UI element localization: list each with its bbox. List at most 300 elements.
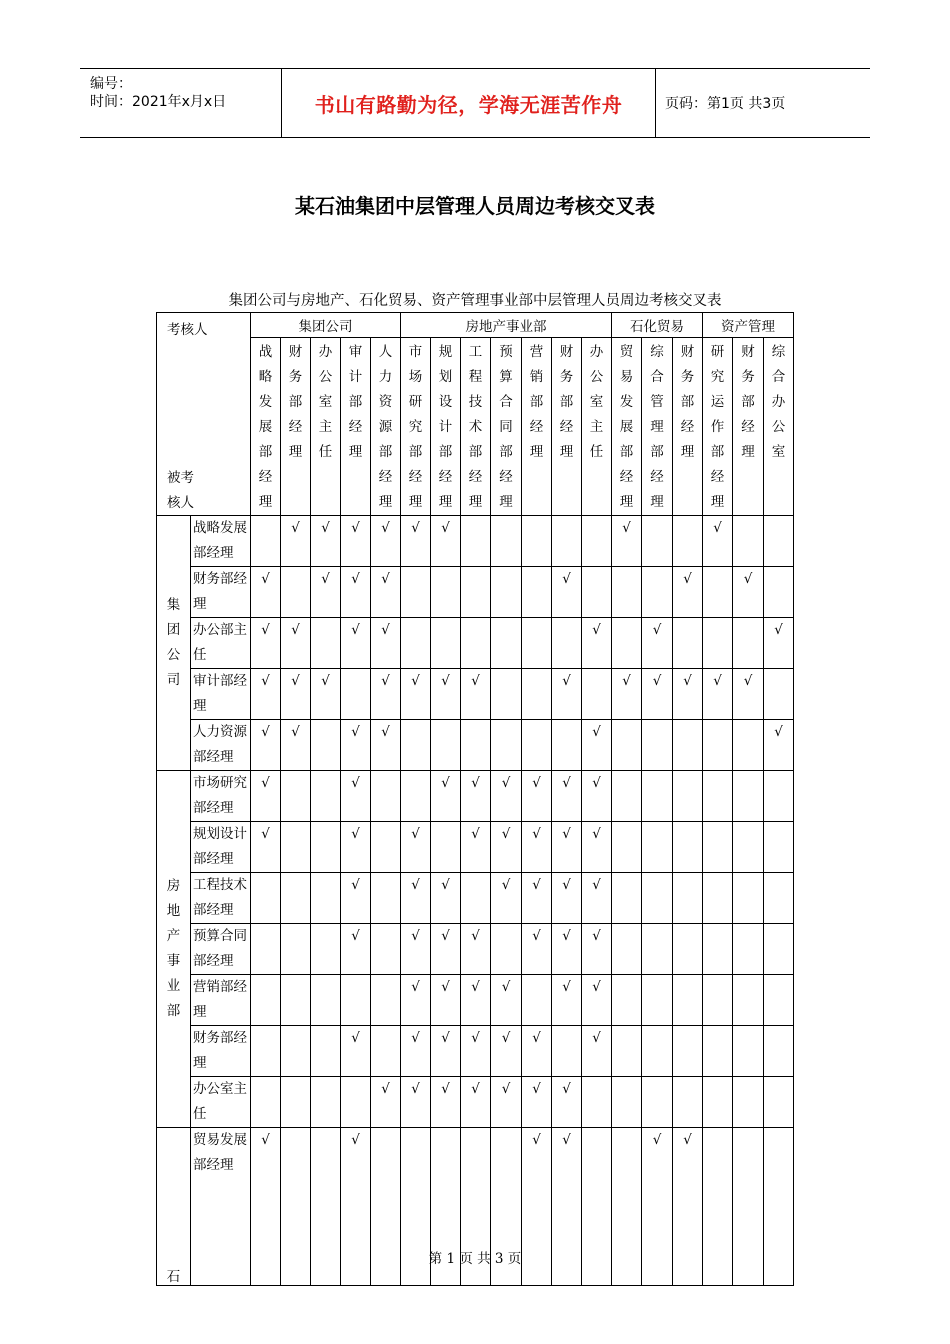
check-mark: √ — [743, 571, 753, 587]
column-header-char: 务 — [559, 369, 574, 385]
column-header — [612, 338, 642, 516]
check-mark: √ — [261, 724, 270, 740]
column-header-char: 研 — [710, 344, 725, 360]
column-header — [251, 338, 281, 516]
check-cell — [431, 873, 461, 924]
check-cell — [522, 1077, 552, 1128]
check-mark: √ — [351, 1132, 360, 1148]
row-label-line: 部经理 — [193, 800, 234, 816]
table-row — [157, 516, 794, 567]
check-cell — [401, 669, 431, 720]
table-row — [157, 720, 794, 771]
check-cell — [733, 567, 764, 618]
check-cell — [311, 618, 341, 669]
check-cell — [251, 822, 281, 873]
check-cell — [703, 567, 733, 618]
check-cell — [733, 720, 764, 771]
column-header — [281, 338, 311, 516]
check-cell — [461, 873, 491, 924]
column-header — [733, 338, 764, 516]
check-cell — [612, 924, 642, 975]
check-mark: √ — [261, 673, 270, 689]
row-label — [191, 1026, 251, 1077]
check-cell — [642, 975, 673, 1026]
check-mark: √ — [471, 979, 480, 995]
column-header-char: 源 — [378, 419, 393, 435]
check-cell — [401, 975, 431, 1026]
check-cell — [371, 567, 401, 618]
check-cell — [371, 669, 401, 720]
row-label-line: 部经理 — [193, 545, 234, 561]
check-cell — [401, 822, 431, 873]
check-mark: √ — [562, 571, 571, 587]
column-header-char: 经 — [468, 469, 483, 485]
row-group-char: 产 — [166, 928, 181, 944]
check-cell — [703, 873, 733, 924]
column-header — [311, 338, 341, 516]
check-cell — [552, 618, 582, 669]
column-header-char: 部 — [559, 394, 574, 410]
check-cell — [642, 669, 673, 720]
check-cell — [431, 822, 461, 873]
header-meta — [80, 69, 280, 137]
row-label — [191, 720, 251, 771]
check-mark: √ — [562, 979, 571, 995]
check-cell — [401, 924, 431, 975]
check-cell — [612, 1077, 642, 1128]
check-mark: √ — [592, 979, 601, 995]
check-cell — [341, 618, 371, 669]
check-cell — [733, 669, 764, 720]
check-cell — [642, 516, 673, 567]
column-header-char: 经 — [348, 419, 363, 435]
column-header-char: 经 — [499, 469, 513, 485]
check-mark: √ — [291, 673, 300, 689]
column-group-header: 集团公司 — [251, 313, 401, 338]
check-cell — [733, 873, 764, 924]
check-mark: √ — [532, 877, 541, 893]
check-cell — [582, 1077, 612, 1128]
check-mark: √ — [683, 571, 692, 587]
check-cell — [522, 720, 552, 771]
check-mark: √ — [381, 622, 390, 638]
row-label-line: 理 — [193, 1055, 207, 1071]
check-mark: √ — [592, 1030, 601, 1046]
check-cell — [281, 669, 311, 720]
check-mark: √ — [261, 775, 270, 791]
column-header-char: 理 — [258, 494, 273, 510]
check-cell — [341, 567, 371, 618]
column-header-char: 经 — [619, 469, 634, 485]
check-cell — [281, 873, 311, 924]
check-mark: √ — [652, 673, 662, 689]
check-cell — [552, 1077, 582, 1128]
column-header-char: 部 — [499, 444, 513, 460]
check-cell — [431, 1077, 461, 1128]
check-cell — [401, 516, 431, 567]
check-cell — [642, 1077, 673, 1128]
check-mark: √ — [562, 1132, 571, 1148]
row-label — [191, 822, 251, 873]
check-cell — [311, 669, 341, 720]
column-header-char: 办 — [771, 394, 786, 410]
column-header — [461, 338, 491, 516]
column-header — [703, 338, 733, 516]
row-label-line: 人力资源 — [193, 724, 247, 740]
row-label-line: 部经理 — [193, 1157, 234, 1173]
check-cell — [341, 822, 371, 873]
check-cell — [281, 1026, 311, 1077]
check-mark: √ — [291, 622, 300, 638]
check-mark: √ — [713, 520, 722, 536]
column-header-char: 部 — [288, 394, 303, 410]
check-mark: √ — [351, 928, 360, 944]
check-cell — [733, 618, 764, 669]
column-header-char: 公 — [771, 419, 786, 435]
column-header — [401, 338, 431, 516]
check-cell — [522, 567, 552, 618]
column-header-char: 务 — [680, 369, 695, 385]
column-header-char: 力 — [378, 369, 393, 385]
check-cell — [431, 924, 461, 975]
check-mark: √ — [471, 1081, 480, 1097]
row-group-label — [157, 516, 191, 771]
column-header-char: 理 — [378, 494, 393, 510]
column-header-char: 部 — [619, 444, 634, 460]
header-row-columns — [157, 338, 794, 516]
check-cell — [642, 771, 673, 822]
check-cell — [341, 669, 371, 720]
check-cell — [612, 669, 642, 720]
check-cell — [461, 618, 491, 669]
check-cell — [461, 1077, 491, 1128]
check-cell — [764, 567, 794, 618]
check-cell — [612, 771, 642, 822]
check-cell — [401, 567, 431, 618]
check-cell — [612, 720, 642, 771]
check-cell — [642, 822, 673, 873]
header-number: 编号： — [90, 76, 132, 92]
column-header-char: 设 — [438, 394, 453, 410]
row-group-char: 司 — [166, 672, 181, 688]
row-group-char: 公 — [166, 647, 181, 663]
row-label — [191, 873, 251, 924]
check-cell — [764, 975, 794, 1026]
column-header-char: 部 — [378, 444, 393, 460]
check-cell — [461, 669, 491, 720]
row-label — [191, 669, 251, 720]
check-cell — [612, 567, 642, 618]
row-label-line: 工程技术 — [193, 877, 247, 893]
check-mark: √ — [351, 877, 360, 893]
check-mark: √ — [441, 979, 450, 995]
check-mark: √ — [411, 520, 420, 536]
check-cell — [764, 1026, 794, 1077]
column-header-char: 理 — [288, 444, 303, 460]
check-cell — [461, 822, 491, 873]
row-group-char: 石 — [166, 1269, 181, 1285]
check-mark: √ — [532, 775, 541, 791]
check-cell — [673, 873, 703, 924]
check-cell — [522, 669, 552, 720]
check-mark: √ — [441, 928, 450, 944]
column-header-char: 财 — [741, 344, 755, 360]
check-cell — [311, 873, 341, 924]
column-header — [582, 338, 612, 516]
check-mark: √ — [351, 724, 360, 740]
check-cell — [281, 618, 311, 669]
check-cell — [431, 567, 461, 618]
check-mark: √ — [381, 571, 390, 587]
check-mark: √ — [411, 928, 420, 944]
check-mark: √ — [532, 1081, 541, 1097]
column-header — [371, 338, 401, 516]
column-header-char: 财 — [288, 344, 303, 360]
column-header-char: 经 — [288, 419, 303, 435]
row-label — [191, 516, 251, 567]
check-cell — [311, 924, 341, 975]
check-mark: √ — [592, 775, 601, 791]
check-mark: √ — [441, 520, 450, 536]
column-header — [552, 338, 582, 516]
row-label — [191, 771, 251, 822]
column-header-char: 室 — [589, 394, 604, 410]
check-mark: √ — [501, 826, 511, 842]
check-cell — [311, 720, 341, 771]
column-header-char: 作 — [710, 419, 725, 435]
column-header-char: 理 — [529, 444, 544, 460]
check-cell — [552, 516, 582, 567]
check-cell — [764, 669, 794, 720]
column-header-char: 任 — [589, 444, 604, 460]
column-header-char: 划 — [438, 369, 453, 385]
row-group-char: 部 — [166, 1003, 181, 1019]
row-label-line: 办公室主 — [193, 1081, 247, 1097]
column-header-char: 经 — [559, 419, 574, 435]
check-cell — [371, 873, 401, 924]
check-mark: √ — [351, 571, 360, 587]
header-motto: 书山有路勤为径，学海无涯苦作舟 — [314, 92, 623, 117]
check-cell — [431, 975, 461, 1026]
check-mark: √ — [291, 520, 300, 536]
check-cell — [341, 516, 371, 567]
check-mark: √ — [592, 724, 601, 740]
check-mark: √ — [321, 520, 330, 536]
column-header-char: 规 — [438, 344, 453, 360]
check-cell — [552, 822, 582, 873]
check-cell — [522, 822, 552, 873]
check-mark: √ — [562, 826, 571, 842]
column-header-char: 程 — [468, 369, 483, 385]
column-header-char: 经 — [378, 469, 393, 485]
check-cell — [431, 669, 461, 720]
column-group-header: 石化贸易 — [612, 313, 703, 338]
check-cell — [311, 822, 341, 873]
check-mark: √ — [411, 979, 420, 995]
check-cell — [491, 822, 522, 873]
column-header-char: 算 — [499, 369, 513, 385]
column-header-char: 战 — [258, 344, 273, 360]
corner-cell — [157, 313, 251, 516]
column-header-char: 发 — [258, 394, 273, 410]
column-header-char: 运 — [710, 394, 725, 410]
column-header-char: 财 — [559, 344, 574, 360]
check-cell — [522, 771, 552, 822]
column-header-char: 理 — [741, 444, 755, 460]
column-header-char: 术 — [468, 419, 483, 435]
table-row — [157, 822, 794, 873]
check-mark: √ — [683, 1132, 692, 1148]
row-label-line: 理 — [193, 698, 207, 714]
check-mark: √ — [441, 673, 450, 689]
check-mark: √ — [471, 1030, 480, 1046]
check-cell — [642, 618, 673, 669]
table-caption: 集团公司与房地产、石化贸易、资产管理事业部中层管理人员周边考核交叉表 — [228, 293, 722, 309]
check-cell — [552, 720, 582, 771]
check-cell — [251, 771, 281, 822]
column-header-char: 预 — [499, 344, 513, 360]
check-mark: √ — [351, 520, 360, 536]
check-cell — [401, 1077, 431, 1128]
column-header-char: 部 — [408, 444, 423, 460]
column-header-char: 理 — [438, 494, 453, 510]
column-header-char: 展 — [258, 419, 273, 435]
check-cell — [552, 771, 582, 822]
check-cell — [341, 873, 371, 924]
check-cell — [311, 1026, 341, 1077]
check-mark: √ — [532, 928, 541, 944]
check-cell — [703, 822, 733, 873]
row-label-line: 理 — [193, 1004, 207, 1020]
check-cell — [703, 720, 733, 771]
check-cell — [371, 771, 401, 822]
check-cell — [461, 1026, 491, 1077]
check-cell — [733, 771, 764, 822]
check-mark: √ — [562, 1081, 571, 1097]
row-label-line: 规划设计 — [193, 826, 247, 842]
column-header — [491, 338, 522, 516]
check-cell — [764, 924, 794, 975]
check-cell — [673, 618, 703, 669]
check-cell — [673, 1026, 703, 1077]
row-label — [191, 1077, 251, 1128]
column-header-char: 理 — [619, 494, 634, 510]
check-cell — [673, 669, 703, 720]
check-mark: √ — [471, 775, 480, 791]
check-cell — [764, 771, 794, 822]
check-cell — [703, 975, 733, 1026]
assessee-label-1: 被考 — [167, 470, 194, 486]
check-cell — [703, 1077, 733, 1128]
check-cell — [491, 975, 522, 1026]
column-header-char: 略 — [258, 369, 273, 385]
row-group-char: 团 — [166, 622, 181, 638]
check-cell — [582, 873, 612, 924]
column-header-char: 销 — [529, 369, 544, 385]
check-cell — [401, 1026, 431, 1077]
check-cell — [311, 975, 341, 1026]
check-cell — [251, 873, 281, 924]
check-cell — [281, 1077, 311, 1128]
check-cell — [552, 975, 582, 1026]
check-cell — [522, 618, 552, 669]
check-cell — [673, 1077, 703, 1128]
column-header-char: 管 — [650, 394, 664, 410]
check-cell — [612, 1026, 642, 1077]
check-mark: √ — [652, 1132, 662, 1148]
check-mark: √ — [261, 1132, 270, 1148]
row-label-line: 任 — [193, 1106, 207, 1122]
check-cell — [703, 669, 733, 720]
check-cell — [612, 516, 642, 567]
table-row — [157, 975, 794, 1026]
row-group-char: 事 — [166, 953, 181, 969]
check-cell — [461, 975, 491, 1026]
check-mark: √ — [592, 826, 601, 842]
row-label-line: 部经理 — [193, 953, 234, 969]
column-header-char: 办 — [589, 344, 604, 360]
table-row — [157, 1026, 794, 1077]
row-label-line: 理 — [193, 596, 207, 612]
column-header-char: 部 — [438, 444, 453, 460]
check-cell — [251, 1026, 281, 1077]
column-header-char: 研 — [408, 394, 423, 410]
check-cell — [491, 618, 522, 669]
check-cell — [281, 567, 311, 618]
check-cell — [461, 567, 491, 618]
column-header — [642, 338, 673, 516]
column-header-char: 主 — [318, 419, 333, 435]
check-cell — [582, 669, 612, 720]
check-mark: √ — [351, 622, 360, 638]
check-mark: √ — [381, 673, 390, 689]
column-header-char: 展 — [619, 419, 634, 435]
row-group-char: 业 — [166, 978, 181, 994]
check-cell — [311, 516, 341, 567]
check-mark: √ — [592, 928, 601, 944]
check-cell — [341, 771, 371, 822]
column-header-char: 财 — [680, 344, 695, 360]
check-cell — [703, 771, 733, 822]
column-header-char: 技 — [468, 394, 483, 410]
column-header-char: 资 — [378, 394, 393, 410]
check-cell — [764, 720, 794, 771]
check-mark: √ — [351, 1030, 360, 1046]
row-label-line: 营销部经 — [193, 979, 247, 995]
column-header-char: 理 — [710, 494, 725, 510]
check-cell — [251, 1077, 281, 1128]
check-cell — [281, 924, 311, 975]
check-cell — [764, 516, 794, 567]
column-header-char: 公 — [318, 369, 333, 385]
check-cell — [673, 975, 703, 1026]
check-mark: √ — [501, 1081, 511, 1097]
check-cell — [491, 924, 522, 975]
check-mark: √ — [471, 673, 480, 689]
table-row — [157, 1077, 794, 1128]
check-cell — [733, 516, 764, 567]
check-cell — [491, 720, 522, 771]
check-cell — [371, 1026, 401, 1077]
check-cell — [281, 822, 311, 873]
table-row — [157, 924, 794, 975]
assessor-label: 考核人 — [167, 322, 208, 338]
check-cell — [341, 720, 371, 771]
check-mark: √ — [321, 673, 330, 689]
check-cell — [552, 669, 582, 720]
row-label — [191, 975, 251, 1026]
check-cell — [733, 924, 764, 975]
